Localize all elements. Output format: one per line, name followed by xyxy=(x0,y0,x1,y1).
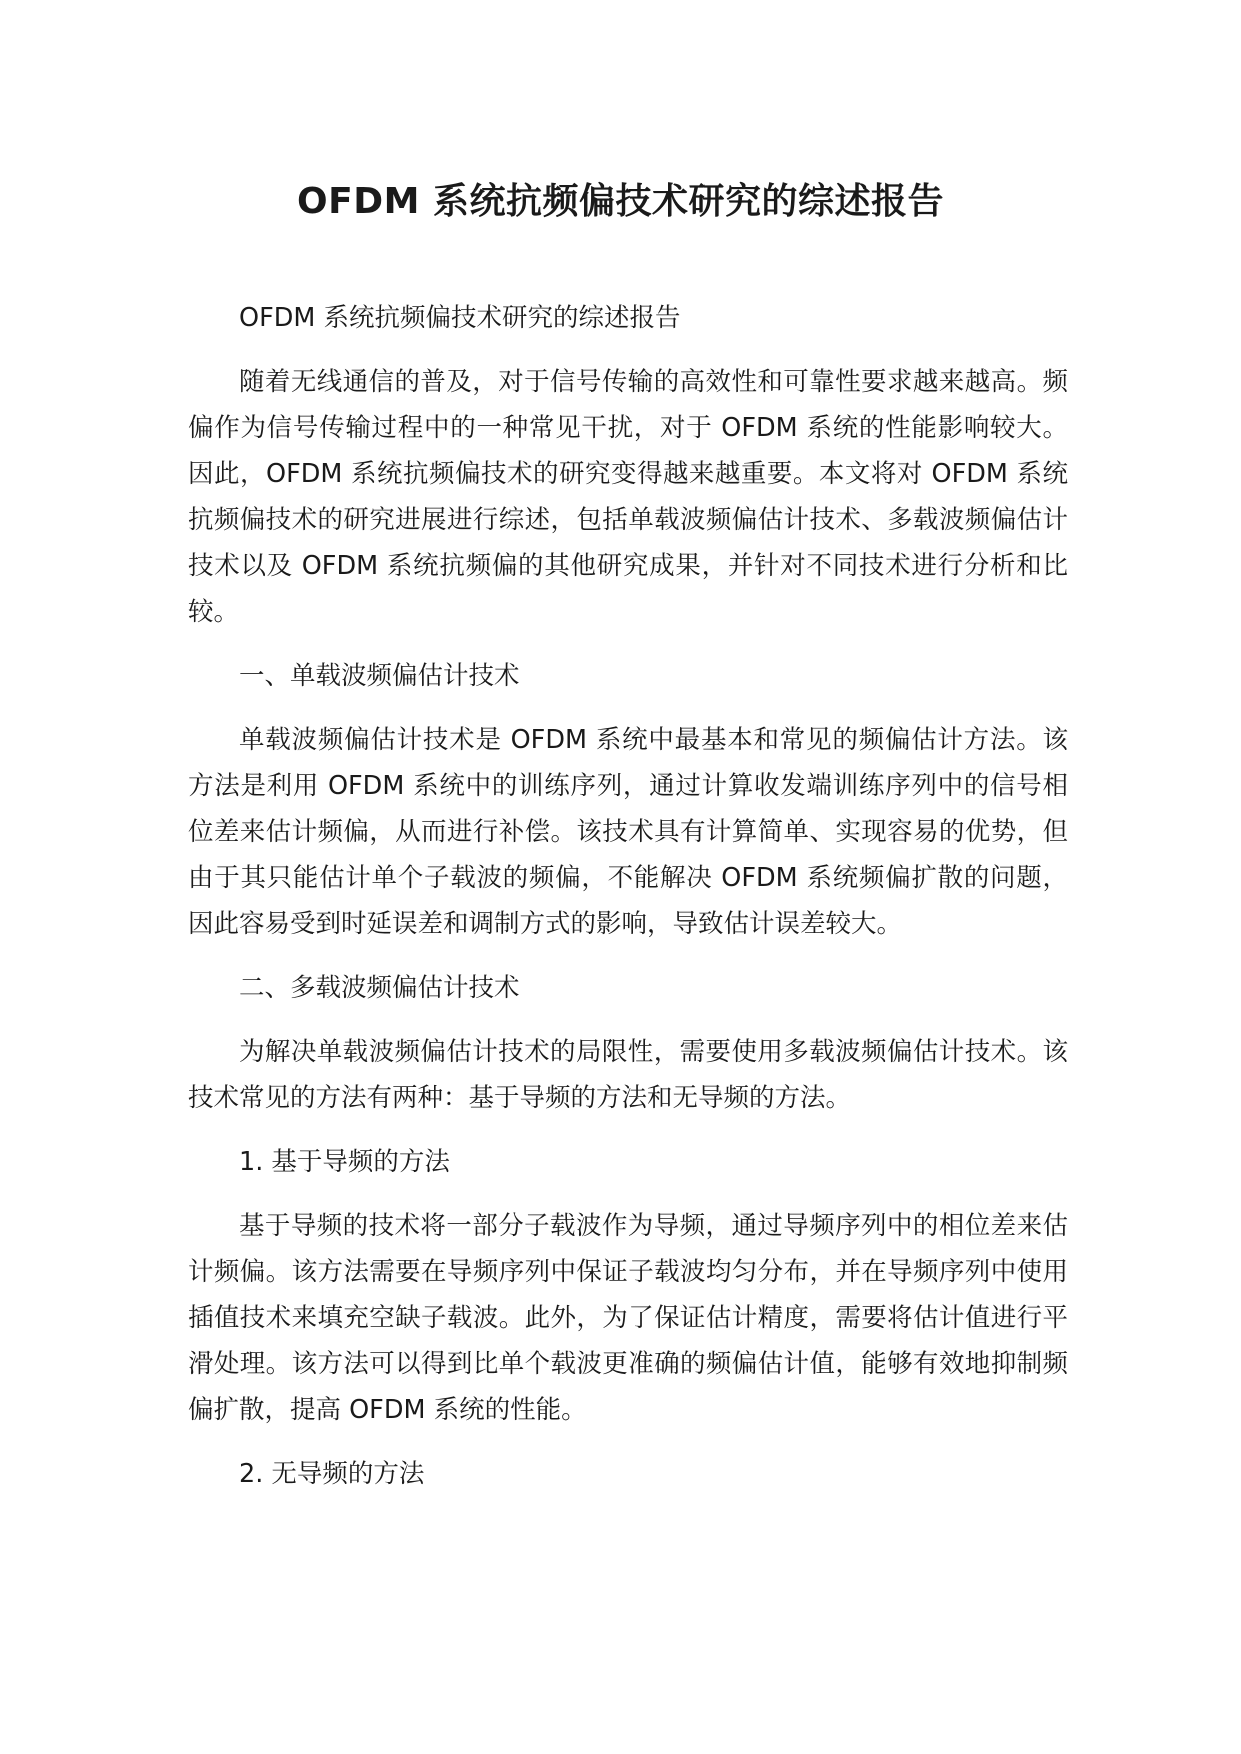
intro-paragraph: 随着无线通信的普及，对于信号传输的高效性和可靠性要求越来越高。频偏作为信号传输过程中的一种常见干扰，对于 OFDM 系统的性能影响较大。因此，OFDM 系统抗频偏技术的研究变得越来越重要。本文将对 OFDM 系统抗频偏技术的研究进展进行综述，包括单载波频偏估计技术、多载波频偏估计技术以及 OFDM 系统抗频偏的其他研究成果，并针对不同技术进行分析和比较。 xyxy=(188,367,1068,627)
single-carrier-paragraph: 单载波频偏估计技术是 OFDM 系统中最基本和常见的频偏估计方法。该方法是利用 OFDM 系统中的训练序列，通过计算收发端训练序列中的信号相位差来估计频偏，从而进行补偿。该技术具有计算简单、实现容易的优势，但由于其只能估计单个子载波的频偏，不能解决 OFDM 系统频偏扩散的问题，因此容易受到时延误差和调制方式的影响，导致估计误差较大。 xyxy=(188,725,1068,939)
subsection-heading-no-pilot: 2. 无导频的方法 xyxy=(239,1459,425,1489)
document-title: OFDM 系统抗频偏技术研究的综述报告 xyxy=(297,181,944,222)
subtitle-paragraph: OFDM 系统抗频偏技术研究的综述报告 xyxy=(239,303,681,333)
subsection-heading-pilot: 1. 基于导频的方法 xyxy=(239,1147,450,1177)
multi-carrier-paragraph: 为解决单载波频偏估计技术的局限性，需要使用多载波频偏估计技术。该技术常见的方法有两种：基于导频的方法和无导频的方法。 xyxy=(188,1037,1068,1113)
section-heading-single-carrier: 一、单载波频偏估计技术 xyxy=(239,661,520,691)
document-body xyxy=(188,295,1068,1515)
section-heading-multi-carrier: 二、多载波频偏估计技术 xyxy=(239,973,520,1003)
pilot-method-paragraph: 基于导频的技术将一部分子载波作为导频，通过导频序列中的相位差来估计频偏。该方法需要在导频序列中保证子载波均匀分布，并在导频序列中使用插值技术来填充空缺子载波。此外，为了保证估计精度，需要将估计值进行平滑处理。该方法可以得到比单个载波更准确的频偏估计值，能够有效地抑制频偏扩散，提高 OFDM 系统的性能。 xyxy=(188,1211,1068,1425)
